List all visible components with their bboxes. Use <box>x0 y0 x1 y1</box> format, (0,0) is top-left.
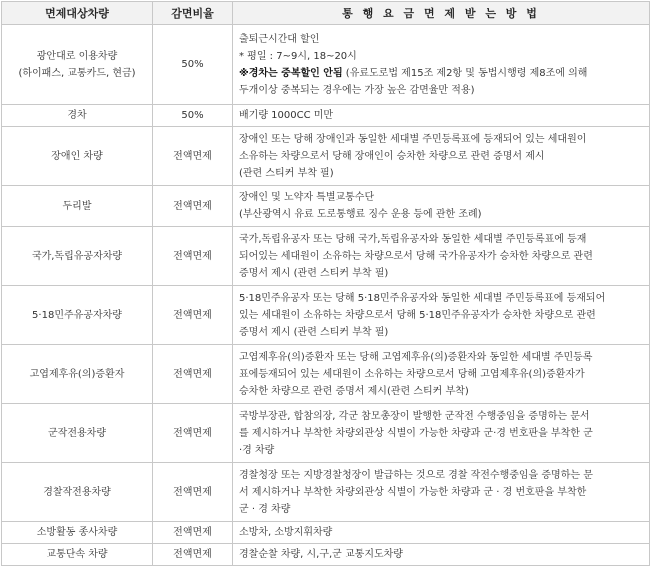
method-text: 증명서 제시 (관련 스티커 부착 필) <box>239 326 389 338</box>
method-line <box>239 65 643 82</box>
cell-target <box>2 522 153 544</box>
target-line: 장애인 차량 <box>51 150 103 162</box>
method-text: 국방부장관, 합참의장, 각군 참모총장이 발행한 군작전 수행중임을 증명하는 문서 <box>239 410 590 422</box>
cell-rate: 전액면제 <box>153 127 233 186</box>
table-row <box>2 404 650 463</box>
target-line: 국가,독립유공자차량 <box>31 250 123 262</box>
method-text: 5·18민주유공자 또는 당해 5·18민주유공자와 동일한 세대별 주민등록표에 등재되어 <box>239 292 606 304</box>
method-line <box>239 48 643 65</box>
method-line <box>239 231 643 248</box>
cell-method <box>233 404 650 463</box>
method-text: 국가,독립유공자 또는 당해 국가,독립유공자와 동일한 세대별 주민등록표에 등재 <box>239 233 587 245</box>
cell-method <box>233 522 650 544</box>
cell-method <box>233 345 650 404</box>
method-line <box>239 82 643 99</box>
method-text: 서 제시하거나 부착한 차량외관상 식별이 가능한 차량과 군 · 경 번호판을 부착한 <box>239 486 587 498</box>
table-row <box>2 186 650 227</box>
cell-rate: 50% <box>153 105 233 127</box>
cell-rate: 전액면제 <box>153 404 233 463</box>
table-body <box>2 25 650 566</box>
table-row <box>2 127 650 186</box>
table-row <box>2 345 650 404</box>
cell-method <box>233 105 650 127</box>
method-text: ·경 차량 <box>239 444 275 456</box>
header-target: 면제대상차량 <box>2 2 153 25</box>
method-line <box>239 131 643 148</box>
method-emphasis: ※경차는 중복할인 안됨 <box>239 67 343 79</box>
fee-exemption-table <box>1 1 650 566</box>
cell-method <box>233 127 650 186</box>
cell-target <box>2 227 153 286</box>
method-text: 경찰순찰 차량, 시,구,군 교통지도차량 <box>239 549 403 560</box>
method-text: 되어있는 세대원이 소유하는 차량으로서 당해 국가유공자가 승차한 차량으로 관련 <box>239 250 593 262</box>
cell-rate: 전액면제 <box>153 522 233 544</box>
method-line <box>239 324 643 341</box>
cell-target <box>2 25 153 105</box>
cell-rate: 전액면제 <box>153 286 233 345</box>
method-line <box>239 265 643 282</box>
cell-target <box>2 105 153 127</box>
table-header-row <box>2 2 650 25</box>
table-row <box>2 25 650 105</box>
table-row <box>2 286 650 345</box>
method-text: 장애인 및 노약자 특별교통수단 <box>239 192 375 203</box>
method-text: 고엽제후유(의)증환자 또는 당해 고엽제후유(의)증환자와 동일한 세대별 주민등록 <box>239 351 593 363</box>
cell-target <box>2 286 153 345</box>
target-line: 소방활동 종사차량 <box>36 527 118 538</box>
cell-target <box>2 186 153 227</box>
method-text: 경찰청장 또는 지방경찰청장이 발급하는 것으로 경찰 작전수행중임을 증명하는 문 <box>239 469 593 481</box>
cell-method <box>233 186 650 227</box>
method-line <box>239 148 643 165</box>
target-line: (하이패스, 교통카드, 현금) <box>18 67 136 79</box>
cell-target <box>2 544 153 566</box>
method-text: * 평일 : 7~9시, 18~20시 <box>239 50 357 62</box>
method-line <box>239 31 643 48</box>
cell-rate: 전액면제 <box>153 544 233 566</box>
header-rate: 감면비율 <box>153 2 233 25</box>
target-line: 광안대로 이용차량 <box>36 50 118 62</box>
method-line <box>239 206 643 223</box>
cell-rate: 전액면제 <box>153 463 233 522</box>
method-line <box>239 524 643 541</box>
target-line: 고엽제후유(의)증환자 <box>29 368 125 380</box>
method-line <box>239 501 643 518</box>
table-row <box>2 522 650 544</box>
table-row <box>2 463 650 522</box>
cell-rate: 50% <box>153 25 233 105</box>
method-line <box>239 307 643 324</box>
cell-target <box>2 463 153 522</box>
cell-rate: 전액면제 <box>153 345 233 404</box>
cell-method <box>233 286 650 345</box>
method-text: 군 · 경 차량 <box>239 503 291 515</box>
target-line: 두리발 <box>62 200 92 212</box>
method-text: 배기량 1000CC 미만 <box>239 110 334 121</box>
method-line <box>239 290 643 307</box>
method-line <box>239 408 643 425</box>
method-text: (관련 스티커 부착 필) <box>239 167 334 179</box>
method-line <box>239 349 643 366</box>
table-row <box>2 544 650 566</box>
cell-rate: 전액면제 <box>153 186 233 227</box>
cell-method <box>233 463 650 522</box>
target-line: 교통단속 차량 <box>46 549 108 560</box>
method-text: 소방차, 소방지휘차량 <box>239 527 333 538</box>
target-line: 경차 <box>67 110 87 121</box>
cell-rate: 전액면제 <box>153 227 233 286</box>
method-text: 있는 세대원이 소유하는 차량으로서 당해 5·18민주유공자가 승차한 차량으로 관련 <box>239 309 596 321</box>
method-line <box>239 484 643 501</box>
header-method: 통 행 요 금 면 제 받 는 방 법 <box>233 2 650 25</box>
target-line: 군작전용차량 <box>48 427 106 439</box>
method-text: 를 제시하거나 부착한 차량외관상 식별이 가능한 차량과 군·경 번호판을 부착한 군 <box>239 427 593 439</box>
method-line <box>239 425 643 442</box>
method-line <box>239 107 643 124</box>
method-line <box>239 383 643 400</box>
cell-method <box>233 544 650 566</box>
cell-target <box>2 127 153 186</box>
method-line <box>239 189 643 206</box>
cell-method <box>233 25 650 105</box>
table-row <box>2 227 650 286</box>
method-text: 소유하는 차량으로서 당해 장애인이 승차한 차량으로 관련 증명서 제시 <box>239 150 545 162</box>
method-text: 출퇴근시간대 할인 <box>239 33 320 45</box>
method-line <box>239 366 643 383</box>
method-text: 승차한 차량으로 관련 증명서 제시(관련 스티커 부착) <box>239 385 469 397</box>
cell-target <box>2 404 153 463</box>
cell-method <box>233 227 650 286</box>
target-line: 경찰작전용차량 <box>43 486 111 498</box>
method-text: 표에등재되어 있는 세대원이 소유하는 차량으로서 당해 고엽제후유(의)증환자가 <box>239 368 585 380</box>
method-text: 증명서 제시 (관련 스티커 부착 필) <box>239 267 389 279</box>
method-line <box>239 546 643 563</box>
method-line <box>239 248 643 265</box>
method-line <box>239 165 643 182</box>
cell-target <box>2 345 153 404</box>
target-line: 5·18민주유공자차량 <box>32 309 122 321</box>
method-text: (부산광역시 유료 도로통행료 징수 운용 등에 관한 조례) <box>239 209 482 220</box>
method-line <box>239 442 643 459</box>
method-line <box>239 467 643 484</box>
method-text: (유료도로법 제15조 제2항 및 동법시행령 제8조에 의해 <box>342 67 588 79</box>
method-text: 두개이상 중복되는 경우에는 가장 높은 감면율만 적용) <box>239 84 475 96</box>
table-row <box>2 105 650 127</box>
method-text: 장애인 또는 당해 장애인과 동일한 세대별 주민등록표에 등재되어 있는 세대원이 <box>239 133 587 145</box>
